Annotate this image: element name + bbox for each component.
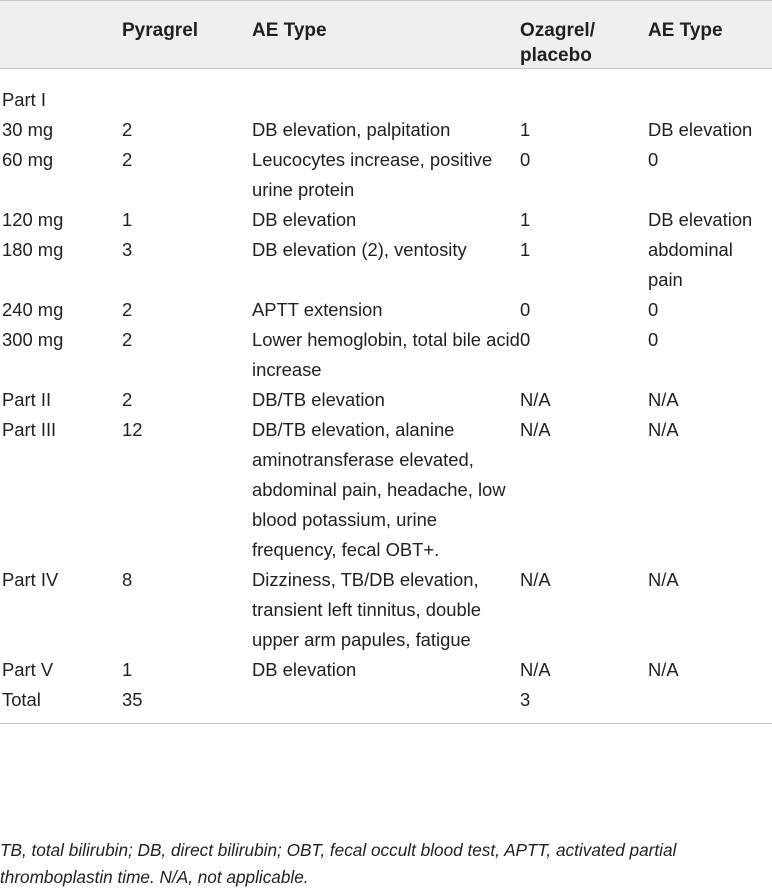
table-row: [0, 69, 772, 116]
pyragrel-ae-type-cell: DB elevation: [252, 209, 357, 230]
header-pyragrel: Pyragrel: [122, 20, 199, 41]
ozagrel-count-cell: [520, 69, 648, 116]
pyragrel-ae-type-cell: DB elevation (2), ventosity: [252, 239, 467, 260]
row-label-cell: 60 mg: [2, 149, 54, 170]
table-row: [0, 145, 772, 205]
pyragrel-count-cell: 35: [122, 689, 143, 710]
table-row: [0, 235, 772, 295]
pyragrel-count-cell: 8: [122, 569, 133, 590]
table-row: [0, 565, 772, 655]
table-row: [0, 325, 772, 385]
pyragrel-ae-type-cell: DB/TB elevation: [252, 389, 385, 410]
ozagrel-count-cell: 0: [520, 299, 531, 320]
header-ozagrel-placebo: Ozagrel/ placebo: [520, 20, 595, 66]
table-row: [0, 385, 772, 415]
pyragrel-count-cell: 1: [122, 209, 133, 230]
pyragrel-ae-type-cell: [252, 685, 520, 724]
row-label-cell: Total: [2, 689, 41, 710]
row-label-cell: 120 mg: [2, 209, 64, 230]
ozagrel-ae-type-cell: [648, 69, 772, 116]
ozagrel-ae-type-cell: N/A: [648, 419, 679, 440]
ozagrel-count-cell: N/A: [520, 389, 551, 410]
pyragrel-count-cell: 3: [122, 239, 133, 260]
pyragrel-count-cell: 2: [122, 389, 133, 410]
pyragrel-ae-type-cell: DB/TB elevation, alanine aminotransferase elevated, abdominal pain, headache, low blood potassium, urine frequency, fecal OBT+.: [252, 419, 506, 560]
pyragrel-ae-type-cell: APTT extension: [252, 299, 383, 320]
table-header-row: [0, 1, 772, 69]
ozagrel-ae-type-cell: 0: [648, 149, 659, 170]
pyragrel-count-cell: 2: [122, 119, 133, 140]
ozagrel-count-cell: 1: [520, 209, 531, 230]
pyragrel-count-cell: [122, 69, 252, 116]
table-row: [0, 205, 772, 235]
header-dose: [0, 1, 122, 69]
row-label-cell: 180 mg: [2, 239, 64, 260]
row-label-cell: Part V: [2, 659, 54, 680]
pyragrel-ae-type-cell: [252, 69, 520, 116]
ozagrel-count-cell: 1: [520, 119, 531, 140]
ozagrel-count-cell: 3: [520, 689, 531, 710]
ozagrel-count-cell: N/A: [520, 659, 551, 680]
ozagrel-ae-type-cell: N/A: [648, 659, 679, 680]
table-row: [0, 655, 772, 685]
ozagrel-ae-type-cell: DB elevation: [648, 119, 753, 140]
table-row: [0, 685, 772, 724]
pyragrel-ae-type-cell: DB elevation: [252, 659, 357, 680]
row-label-cell: Part IV: [2, 569, 59, 590]
pyragrel-count-cell: 2: [122, 149, 133, 170]
ozagrel-count-cell: 0: [520, 329, 531, 350]
ozagrel-ae-type-cell: 0: [648, 329, 659, 350]
pyragrel-ae-type-cell: DB elevation, palpitation: [252, 119, 451, 140]
ozagrel-count-cell: 0: [520, 149, 531, 170]
pyragrel-ae-type-cell: Lower hemoglobin, total bile acid increase: [252, 329, 520, 380]
row-label-cell: 300 mg: [2, 329, 64, 350]
table-row: [0, 115, 772, 145]
row-label-cell: Part II: [2, 389, 52, 410]
table-row: [0, 295, 772, 325]
ozagrel-count-cell: N/A: [520, 419, 551, 440]
ozagrel-ae-type-cell: DB elevation: [648, 209, 753, 230]
pyragrel-count-cell: 1: [122, 659, 133, 680]
ozagrel-ae-type-cell: N/A: [648, 389, 679, 410]
header-ae-type-ozagrel: AE Type: [648, 20, 723, 41]
ozagrel-count-cell: 1: [520, 239, 531, 260]
row-label-cell: Part III: [2, 419, 57, 440]
row-label-cell: Part I: [2, 89, 46, 110]
pyragrel-count-cell: 12: [122, 419, 143, 440]
pyragrel-ae-type-cell: Dizziness, TB/DB elevation, transient left tinnitus, double upper arm papules, fatigue: [252, 569, 482, 650]
header-ae-type-pyragrel: AE Type: [252, 20, 327, 41]
row-label-cell: 240 mg: [2, 299, 64, 320]
table-footnote: TB, total bilirubin; DB, direct bilirubin; OBT, fecal occult blood test, APTT, activated partial thromboplastin time. N/A, not applicable.: [0, 840, 677, 887]
ozagrel-ae-type-cell: [648, 685, 772, 724]
table-row: [0, 415, 772, 565]
pyragrel-count-cell: 2: [122, 299, 133, 320]
pyragrel-count-cell: 2: [122, 329, 133, 350]
ozagrel-ae-type-cell: abdominal pain: [648, 239, 733, 290]
ozagrel-count-cell: N/A: [520, 569, 551, 590]
pyragrel-ae-type-cell: Leucocytes increase, positive urine protein: [252, 149, 493, 200]
ozagrel-ae-type-cell: 0: [648, 299, 659, 320]
row-label-cell: 30 mg: [2, 119, 54, 140]
ozagrel-ae-type-cell: N/A: [648, 569, 679, 590]
